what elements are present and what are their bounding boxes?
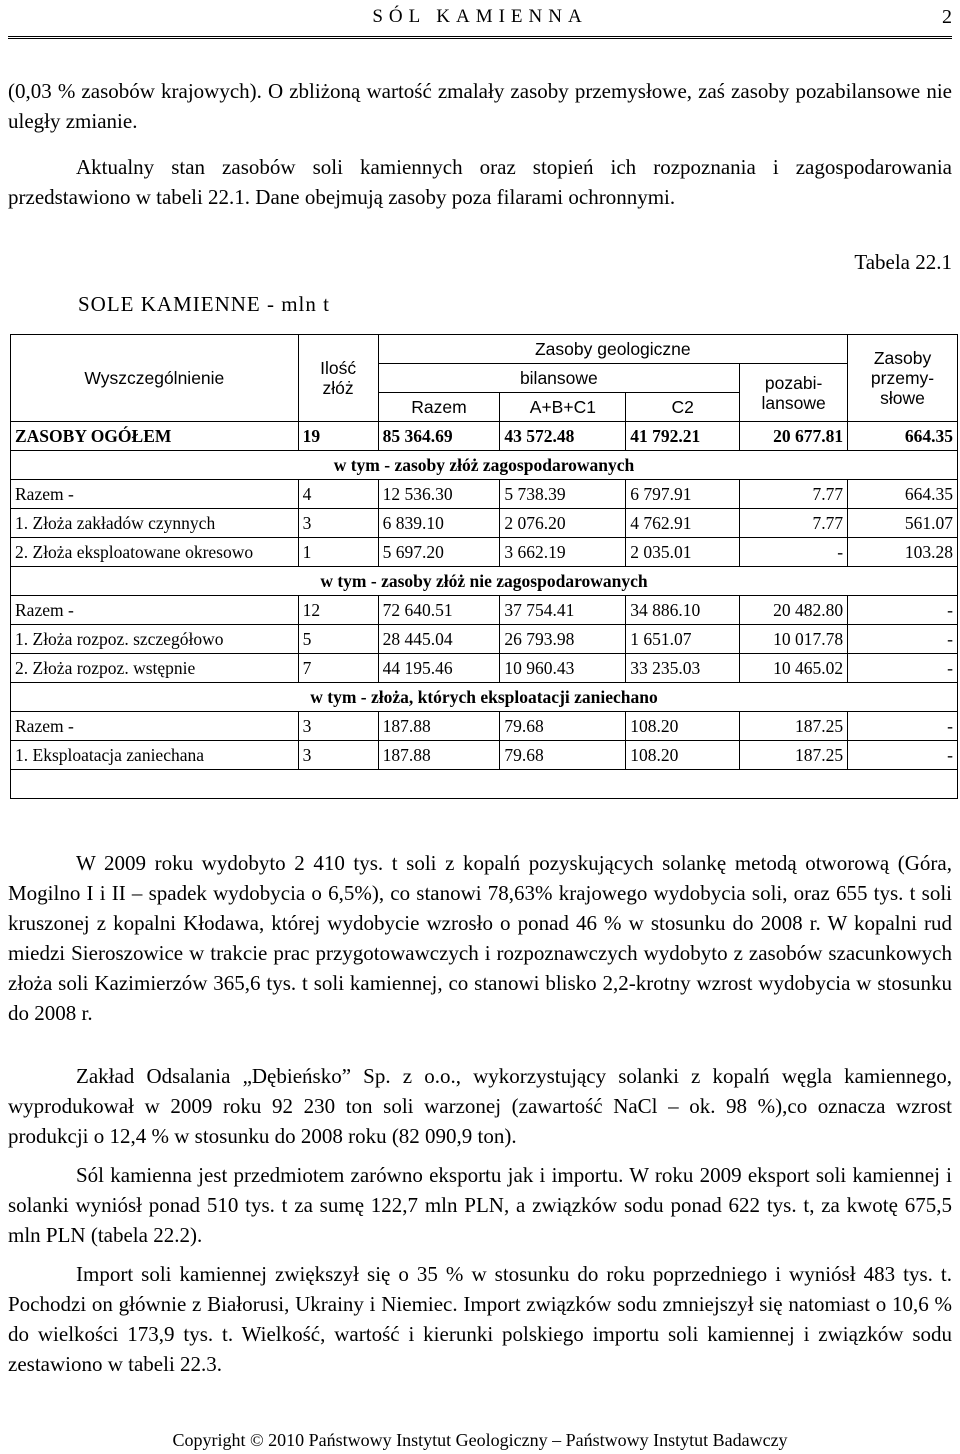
paragraph-5: Sól kamienna jest przedmiotem zarówno eksportu jak i importu. W roku 2009 eksport soli kamiennej i solanki wyniósł ponad 510 tys. t za sumę 122,7 mln PLN, a związków sodu ponad 622 tys. t, za kwotę 675,5 mln PLN (tabela 22.2).: [8, 1163, 952, 1247]
cell-razem: 5 697.20: [378, 538, 500, 567]
cell-count: 3: [298, 509, 378, 538]
cell-count: 5: [298, 625, 378, 654]
table-row: [11, 480, 958, 509]
cell-razem: 44 195.46: [378, 654, 500, 683]
cell-abc1: 37 754.41: [500, 596, 626, 625]
table-row: [11, 596, 958, 625]
section-title-row: [11, 451, 958, 480]
header-pozabilansowe: pozabi- lansowe: [740, 364, 848, 422]
empty-cell: [11, 770, 958, 799]
page-footer: Copyright © 2010 Państwowy Instytut Geologiczny – Państwowy Instytut Badawczy: [172, 1430, 788, 1450]
section-title-row: [11, 683, 958, 712]
header-przemyslowe: Zasoby przemy- słowe: [848, 335, 958, 422]
header-wyszczegolnienie: Wyszczególnienie: [11, 335, 299, 422]
cell-count: 4: [298, 480, 378, 509]
cell-label: 1. Złoża zakładów czynnych: [11, 509, 299, 538]
cell-abc1: 2 076.20: [500, 509, 626, 538]
section-title: w tym - zasoby złóż nie zagospodarowanych: [11, 567, 958, 596]
paragraph-4: Zakład Odsalania „Dębieńsko” Sp. z o.o., wykorzystujący solanki z kopalń węgla kamiennego, wyprodukował w 2009 roku 92 230 ton soli warzonej (zawartość NaCl – ok. 98 %),co oznacza wzrost produkcji o 12,4 % w stosunku do 2008 roku (82 090,9 ton).: [8, 1064, 952, 1148]
cell-pozabil: 7.77: [740, 480, 848, 509]
cell-razem: 187.88: [378, 712, 500, 741]
cell-count: 7: [298, 654, 378, 683]
cell-przem: 561.07: [848, 509, 958, 538]
cell-c2: 1 651.07: [626, 625, 740, 654]
table-row: [11, 509, 958, 538]
header-razem: Razem: [378, 393, 500, 422]
paragraph-6: Import soli kamiennej zwiększył się o 35 % w stosunku do roku poprzedniego i wyniósł 483 tys. t. Pochodzi on głównie z Białorusi, Ukrainy i Niemiec. Import związków sodu zmniejszył się natomiast o 10,6 % do wielkości 173,9 tys. t. Wielkość, wartość i kierunki polskiego importu soli kamiennej i związków sodu zestawiono w tabeli 22.3.: [8, 1262, 952, 1376]
cell-abc1: 10 960.43: [500, 654, 626, 683]
cell-razem: 72 640.51: [378, 596, 500, 625]
cell-razem: 85 364.69: [378, 422, 500, 451]
page-header: [8, 4, 952, 32]
cell-przem: 664.35: [848, 422, 958, 451]
cell-przem: 103.28: [848, 538, 958, 567]
cell-label: 1. Eksploatacja zaniechana: [11, 741, 299, 770]
table-row: [11, 538, 958, 567]
cell-c2: 108.20: [626, 741, 740, 770]
cell-razem: 6 839.10: [378, 509, 500, 538]
cell-c2: 4 762.91: [626, 509, 740, 538]
cell-abc1: 3 662.19: [500, 538, 626, 567]
cell-abc1: 5 738.39: [500, 480, 626, 509]
table-row: [11, 712, 958, 741]
table-header-row-1: [11, 335, 958, 364]
cell-pozabil: 187.25: [740, 712, 848, 741]
cell-pozabil: -: [740, 538, 848, 567]
cell-przem: -: [848, 712, 958, 741]
intro-paragraph-1: (0,03 % zasobów krajowych). O zbliżoną wartość zmalały zasoby przemysłowe, zaś zasoby pozabilansowe nie uległy zmianie.: [8, 79, 952, 133]
cell-c2: 6 797.91: [626, 480, 740, 509]
cell-razem: 187.88: [378, 741, 500, 770]
table-row: [11, 625, 958, 654]
header-geologiczne: Zasoby geologiczne: [378, 335, 848, 364]
cell-przem: -: [848, 654, 958, 683]
cell-pozabil: 10 465.02: [740, 654, 848, 683]
cell-pozabil: 20 482.80: [740, 596, 848, 625]
header-title: SÓL KAMIENNA: [372, 6, 588, 27]
cell-przem: -: [848, 625, 958, 654]
cell-c2: 33 235.03: [626, 654, 740, 683]
page-number: 2: [942, 6, 952, 28]
table-row: [11, 741, 958, 770]
cell-c2: 2 035.01: [626, 538, 740, 567]
table-row: [11, 654, 958, 683]
table-label: Tabela 22.1: [854, 250, 952, 274]
cell-pozabil: 187.25: [740, 741, 848, 770]
cell-label: ZASOBY OGÓŁEM: [11, 422, 299, 451]
cell-label: 2. Złoża rozpoz. wstępnie: [11, 654, 299, 683]
cell-abc1: 43 572.48: [500, 422, 626, 451]
cell-abc1: 26 793.98: [500, 625, 626, 654]
section-title: w tym - zasoby złóż zagospodarowanych: [11, 451, 958, 480]
header-rule: [8, 36, 952, 39]
cell-count: 3: [298, 712, 378, 741]
section-title: w tym - złoża, których eksploatacji zaniechano: [11, 683, 958, 712]
cell-count: 1: [298, 538, 378, 567]
reserves-table: [10, 334, 958, 799]
cell-label: Razem -: [11, 712, 299, 741]
section-title-row: [11, 567, 958, 596]
header-abc1: A+B+C1: [500, 393, 626, 422]
cell-pozabil: 20 677.81: [740, 422, 848, 451]
cell-pozabil: 7.77: [740, 509, 848, 538]
header-c2: C2: [626, 393, 740, 422]
header-ilosc-zloz: Ilość złóż: [298, 335, 378, 422]
cell-przem: -: [848, 596, 958, 625]
cell-c2: 41 792.21: [626, 422, 740, 451]
cell-count: 19: [298, 422, 378, 451]
cell-label: Razem -: [11, 480, 299, 509]
cell-label: Razem -: [11, 596, 299, 625]
cell-abc1: 79.68: [500, 712, 626, 741]
header-bilansowe: bilansowe: [378, 364, 740, 393]
table-empty-row: [11, 770, 958, 799]
cell-count: 12: [298, 596, 378, 625]
cell-razem: 12 536.30: [378, 480, 500, 509]
cell-count: 3: [298, 741, 378, 770]
total-row: [11, 422, 958, 451]
cell-pozabil: 10 017.78: [740, 625, 848, 654]
cell-c2: 34 886.10: [626, 596, 740, 625]
intro-paragraph-2: Aktualny stan zasobów soli kamiennych oraz stopień ich rozpoznania i zagospodarowania przedstawiono w tabeli 22.1. Dane obejmują zasoby poza filarami ochronnymi.: [8, 155, 952, 209]
table-title: SOLE KAMIENNE - mln t: [78, 292, 330, 316]
cell-label: 2. Złoża eksploatowane okresowo: [11, 538, 299, 567]
cell-przem: -: [848, 741, 958, 770]
cell-abc1: 79.68: [500, 741, 626, 770]
cell-c2: 108.20: [626, 712, 740, 741]
cell-razem: 28 445.04: [378, 625, 500, 654]
paragraph-3: W 2009 roku wydobyto 2 410 tys. t soli z kopalń pozyskujących solankę metodą otworową (Góra, Mogilno I i II – spadek wydobycia o 6,5%), co stanowi 78,63% krajowego wydobycia soli, oraz 655 tys. t soli kruszonej z kopalni Kłodawa, której wydobycie wzrosło o ponad 46 % w stosunku do 2008 r. W kopalni rud miedzi Sieroszowice w trakcie prac przygotowawczych i rozpoznawczych wydobyto z zasobów szacunkowych złoża soli Kazimierzów 365,6 tys. t soli kamiennej, co stanowi blisko 2,2-krotny wzrost wydobycia w stosunku do 2008 r.: [8, 851, 952, 1025]
table-sections: [11, 451, 958, 770]
cell-przem: 664.35: [848, 480, 958, 509]
cell-label: 1. Złoża rozpoz. szczegółowo: [11, 625, 299, 654]
